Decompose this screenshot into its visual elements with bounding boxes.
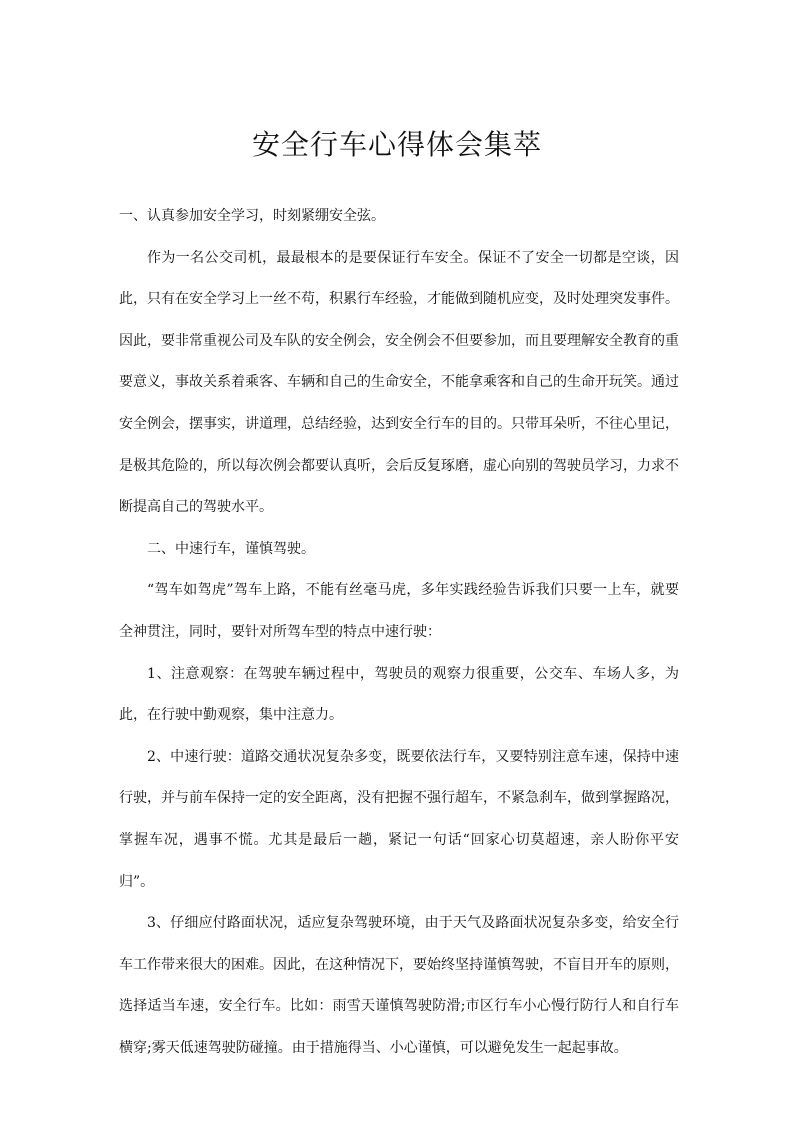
- document-body: [119, 196, 679, 1069]
- section-heading-1: 一、认真参加安全学习，时刻紧绷安全弦。: [119, 208, 385, 224]
- paragraph-driving-intro: “驾车如驾虎”驾车上路，不能有丝毫马虎，多年实践经验告诉我们只要一上车，就要全神贯注，同时，要针对所驾车型的特点中速行驶：: [119, 582, 679, 640]
- paragraph-moderate-speed: 2、中速行驶：道路交通状况复杂多变，既要依法行车，又要特别注意车速，保持中速行驶，并与前车保持一定的安全距离，没有把握不强行超车，不紧急刹车，做到掌握路况，掌握车况，遇事不慌。尤其是最后一趟，紧记一句话“回家心切莫超速，亲人盼你平安归”。: [119, 748, 679, 890]
- page-title: 安全行车心得体会集萃: [251, 128, 542, 161]
- section-heading-2: 二、中速行车，谨慎驾驶。: [147, 540, 315, 557]
- paragraph-road-conditions: 3、仔细应付路面状况，适应复杂驾驶环境，由于天气及路面状况复杂多变，给安全行车工作带来很大的困难。因此，在这种情况下，要始终坚持谨慎驾驶，不盲目开车的原则，选择适当车速，安全行车。比如：雨雪天谨慎驾驶防滑;市区行车小心慢行防行人和自行车横穿;雾天低速驾驶防碰撞。由于措施得当、小心谨慎，可以避免发生一起起事故。: [119, 915, 679, 1056]
- paragraph-safety-study: 作为一名公交司机，最最根本的是要保证行车安全。保证不了安全一切都是空谈，因此，只有在安全学习上一丝不苟，积累行车经验，才能做到随机应变，及时处理突发事件。因此，要非常重视公司及车队的安全例会，安全例会不但要参加，而且要理解安全教育的重要意义，事故关系着乘客、车辆和自己的生命安全，不能拿乘客和自己的生命开玩笑。通过安全例会，摆事实，讲道理，总结经验，达到安全行车的目的。只带耳朵听，不往心里记，是极其危险的，所以每次例会都要认真听，会后反复琢磨，虚心向别的驾驶员学习，力求不断提高自己的驾驶水平。: [119, 249, 679, 516]
- paragraph-observation: 1、注意观察：在驾驶车辆过程中，驾驶员的观察力很重要，公交车、车场人多，为此，在行驶中勤观察，集中注意力。: [119, 665, 679, 724]
